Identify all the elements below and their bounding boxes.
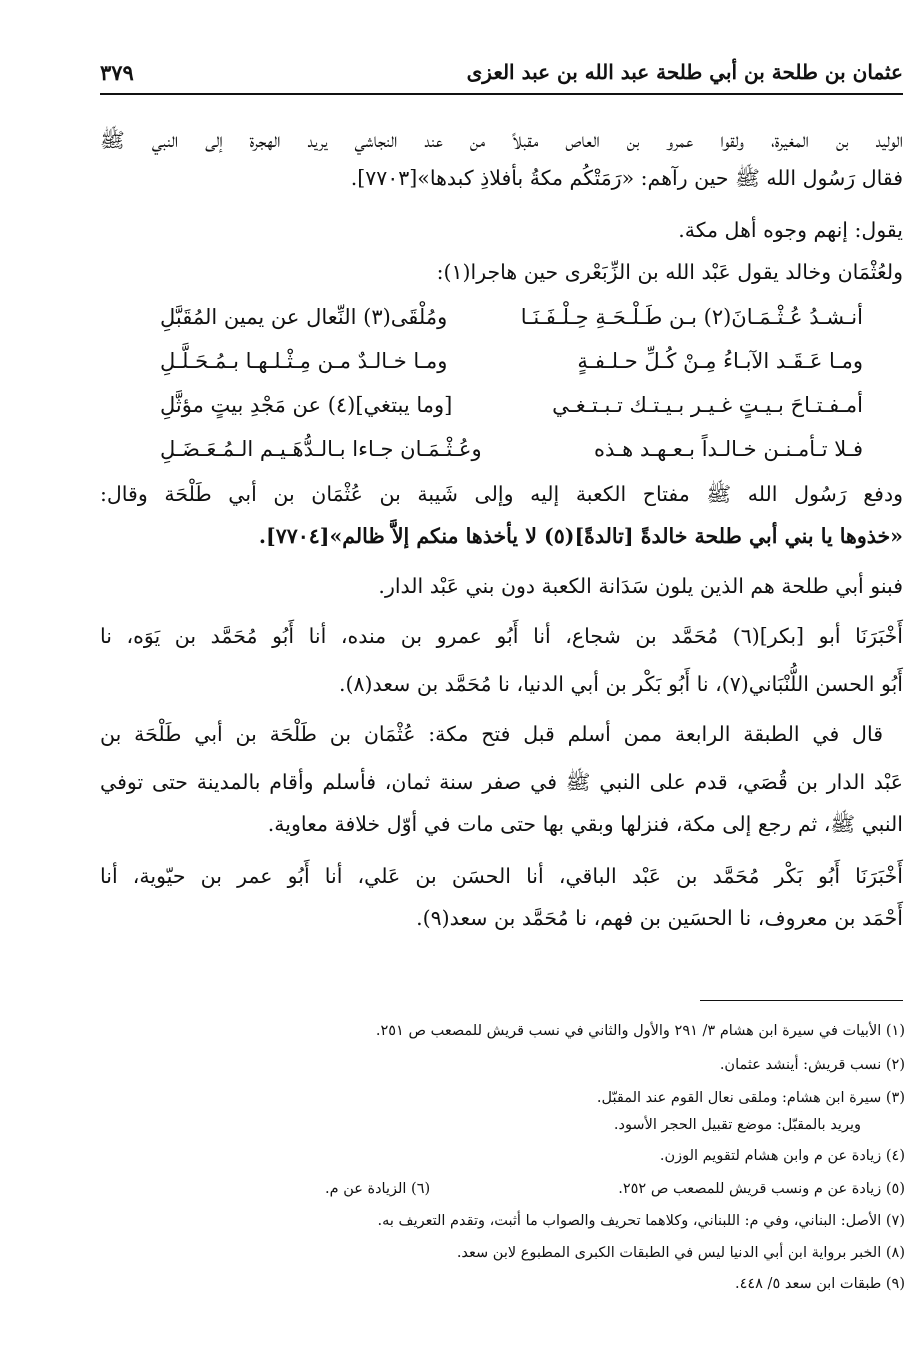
page-number: ٣٧٩ [100, 60, 134, 85]
verse-2-left: ومـا خـالـدٌ مـن مِـثْـلـهـا بـمُـحَـلَّـلِ [160, 349, 448, 373]
header-rule [100, 93, 903, 95]
footnote-3: (٣) سيرة ابن هشام: وملقى نعال القوم عند المقبّل. [596, 1090, 905, 1106]
body-line-10: قال في الطبقة الرابعة ممن أسلم قبل فتح مكة: عُثْمَان بن طَلْحَة بن أبي طَلْحَة بن [100, 722, 883, 746]
verse-4-left: وعُـثْـمَـان جـاءا بـالـدُّهَـيـم الـمُـعَـضَـلِ [160, 437, 482, 461]
body-line-2: فقال رَسُول الله ﷺ حين رآهم: «رَمَتْكُم مكةُ بأفلاذِ كبدها»[٧٧٠٣]. [350, 166, 903, 190]
body-line-13: أَخْبَرَنَا أَبُو بَكْر مُحَمَّد بن عَبْد الباقي، أنا الحسَن بن عَلي، أنا أَبُو عمر بن حيّوية، أنا [100, 864, 903, 888]
footnote-rule [700, 1000, 903, 1001]
verse-3-right: أمـفـتـاحَ بـيـتٍ غـيـر بـيـتـك تـبـتـغـي [552, 393, 863, 417]
body-line-14: أَحْمَد بن معروف، نا الحسَين بن فهم، نا مُحَمَّد بن سعد(٩). [416, 906, 903, 930]
footnote-2: (٢) نسب قريش: أينشد عثمان. [719, 1057, 905, 1073]
body-line-5: ودفع رَسُول الله ﷺ مفتاح الكعبة إليه وإلى شَيبة بن عُثْمَان بن أبي طَلْحَة وقال: [100, 482, 903, 506]
verse-1-right: أنـشـدُ عُـثْـمَـانَ(٢) بـن طَـلْـحَـةِ حِـلْـفَـنَـا [520, 305, 863, 329]
footnote-7: (٧) الأصل: البناني، وفي م: اللبناني، وكلاهما تحريف والصواب ما أثبت، وتقدم التعريف به. [377, 1213, 905, 1229]
running-header [100, 60, 903, 90]
body-line-12: النبي ﷺ، ثم رجع إلى مكة، فنزلها وبقي بها حتى مات في أوّل خلافة معاوية. [267, 812, 903, 836]
body-line-6: «خذوها يا بني أبي طلحة خالدةً [تالدةً](٥) لا يأخذها منكم إلاَّ ظالم»[٧٧٠٤]. [258, 524, 903, 548]
body-line-3: يقول: إنهم وجوه أهل مكة. [678, 218, 903, 242]
body-line-4: ولعُثْمَان وخالد يقول عَبْد الله بن الزِّبَعْرى حين هاجرا(١): [436, 260, 903, 284]
body-line-9: أَبُو الحسن اللُّنْبَاني(٧)، نا أَبُو بَكْر بن أبي الدنيا، نا مُحَمَّد بن سعد(٨). [338, 672, 903, 696]
body-line-1: الوليد بن المغيرة، ولقوا عمرو بن العاص مقبلاً من عند النجاشي يريد الهجرة إلى النبي ﷺ [100, 128, 903, 152]
verse-1-left: ومُلْقَى(٣) النِّعال عن يمين المُقَبَّلِ [160, 305, 448, 329]
body-line-8: أَخْبَرَنَا أبو [بكر](٦) مُحَمَّد بن شجاع، أنا أَبُو عمرو بن منده، أنا أَبُو مُحَمَّد بن يَوَه، نا [100, 624, 904, 648]
footnote-5: (٥) زيادة عن م ونسب قريش للمصعب ص ٢٥٢. [618, 1181, 905, 1197]
footnote-1: (١) الأبيات في سيرة ابن هشام ٣/ ٢٩١ والأول والثاني في نسب قريش للمصعب ص ٢٥١. [375, 1023, 905, 1039]
header-title: عثمان بن طلحة بن أبي طلحة عبد الله بن عبد العزى [466, 60, 903, 84]
verse-4-right: فـلا تـأمـنـن خـالـداً بـعـهـد هـذه [593, 437, 863, 461]
verse-3-left: [وما يبتغي](٤) عن مَجْدِ بيتٍ مؤثَّلِ [160, 393, 453, 417]
body-line-11: عَبْد الدار بن قُصَي، قدم على النبي ﷺ في صفر سنة ثمان، فأسلم وأقام بالمدينة حتى توفي [100, 770, 903, 794]
footnote-6: (٦) الزيادة عن م. [325, 1181, 431, 1197]
footnote-3-continuation: ويريد بالمقبّل: موضع تقبيل الحجر الأسود. [613, 1117, 861, 1133]
footnote-9: (٩) طبقات ابن سعد ٥/ ٤٤٨. [734, 1276, 905, 1292]
footnote-8: (٨) الخبر برواية ابن أبي الدنيا ليس في الطبقات الكبرى المطبوع لابن سعد. [456, 1245, 905, 1261]
body-line-7: فبنو أبي طلحة هم الذين يلون سَدَانة الكعبة دون بني عَبْد الدار. [378, 574, 903, 598]
verse-2-right: ومـا عَـقَـد الآبـاءُ مِـنْ كُـلِّ حـلـفـةٍ [577, 349, 863, 373]
footnote-4: (٤) زيادة عن م وابن هشام لتقويم الوزن. [659, 1148, 905, 1164]
